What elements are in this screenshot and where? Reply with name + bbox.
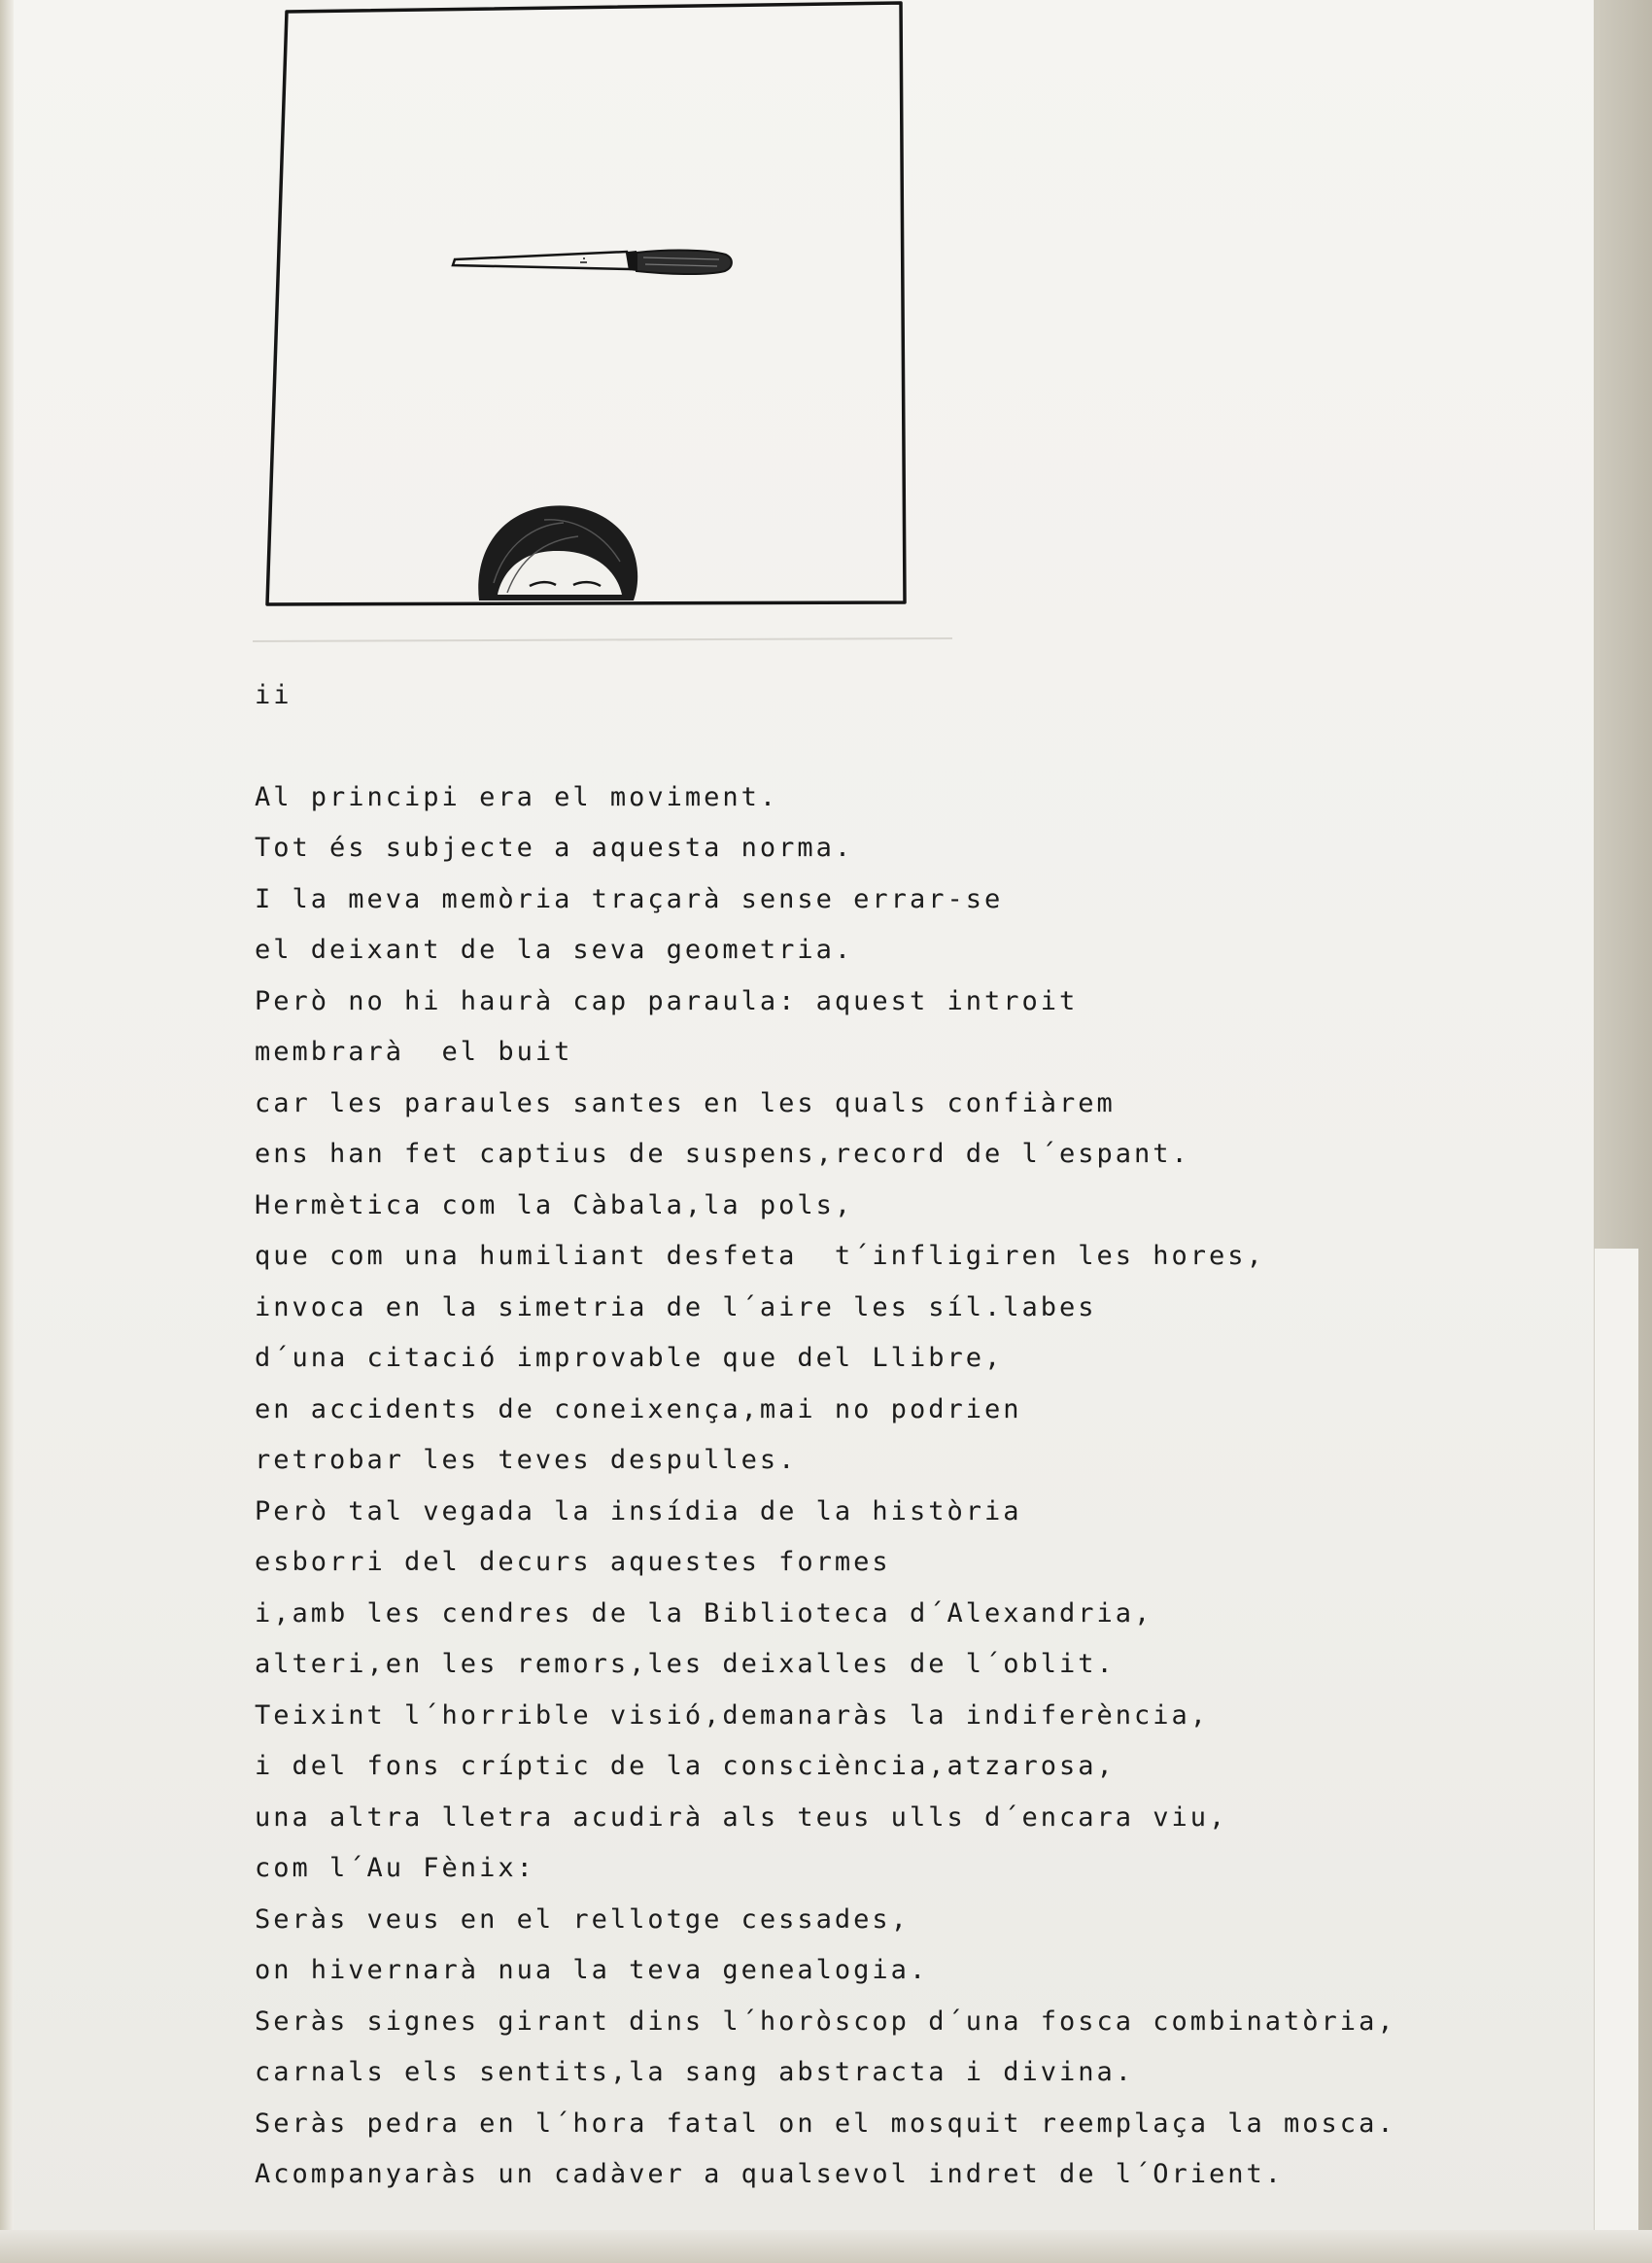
poem-line: car les paraules santes en les quals confiàrem — [255, 1087, 1116, 1118]
poem-line: i del fons críptic de la consciència,atzarosa, — [255, 1751, 1116, 1781]
poem-line: Seràs signes girant dins l´horòscop d´una fosca combinatòria, — [255, 2006, 1396, 2037]
poem-lines — [255, 772, 1518, 2201]
poem-line: una altra lletra acudirà als teus ulls d´encara viu, — [255, 1801, 1228, 1833]
poem-line: membrarà el buit — [255, 1037, 573, 1067]
poem-line: i,amb les cendres de la Biblioteca d´Alexandria, — [255, 1597, 1153, 1629]
poem-line: esborri del decurs aquestes formes — [255, 1547, 891, 1577]
head-top-icon — [478, 505, 637, 600]
ink-illustration — [253, 0, 952, 661]
poem-line: Hermètica com la Càbala,la pols, — [255, 1189, 854, 1220]
poem-line: en accidents de coneixença,mai no podrien — [255, 1393, 1022, 1424]
poem-line: Acompanyaràs un cadàver a qualsevol indret de l´Orient. — [255, 2159, 1285, 2189]
poem-line: I la meva memòria traçarà sense errar-se — [255, 883, 1004, 914]
poem-line: Seràs veus en el rellotge cessades, — [255, 1903, 910, 1935]
poem-line: Teixint l´horrible visió,demanaràs la indiferència, — [255, 1699, 1210, 1731]
page-bottom-edge — [0, 2230, 1652, 2263]
poem-line: que com una humiliant desfeta t´infligiren les hores, — [255, 1241, 1265, 1271]
page-left-edge — [0, 0, 14, 2263]
inserted-sheet-edge — [1594, 1249, 1638, 2263]
poem-line: alteri,en les remors,les deixalles de l´oblit. — [255, 1649, 1116, 1679]
section-number: ii — [255, 680, 293, 710]
poem-line: Però no hi haurà cap paraula: aquest introit — [255, 985, 1079, 1016]
poem-line: carnals els sentits,la sang abstracta i divina. — [255, 2057, 1135, 2087]
poem-line: ens han fet captius de suspens,record de l´espant. — [255, 1139, 1190, 1169]
poem-line: invoca en la simetria de l´aire les síl.labes — [255, 1291, 1097, 1322]
poem-line: retrobar les teves despulles. — [255, 1445, 798, 1475]
poem-line: d´una citació improvable que del Llibre, — [255, 1343, 1004, 1373]
poem-line: on hivernarà nua la teva genealogia. — [255, 1955, 929, 1985]
poem-text — [255, 670, 1518, 2201]
poem-line: Tot és subjecte a aquesta norma. — [255, 833, 854, 863]
poem-line: com l´Au Fènix: — [255, 1853, 535, 1883]
poem-line: el deixant de la seva geometria. — [255, 935, 854, 965]
poem-line: Al principi era el moviment. — [255, 781, 779, 812]
poem-line: Seràs pedra en l´hora fatal on el mosquit reemplaça la mosca. — [255, 2108, 1396, 2139]
knife-icon — [453, 251, 732, 275]
poem-line: Però tal vegada la insídia de la història — [255, 1495, 1022, 1526]
